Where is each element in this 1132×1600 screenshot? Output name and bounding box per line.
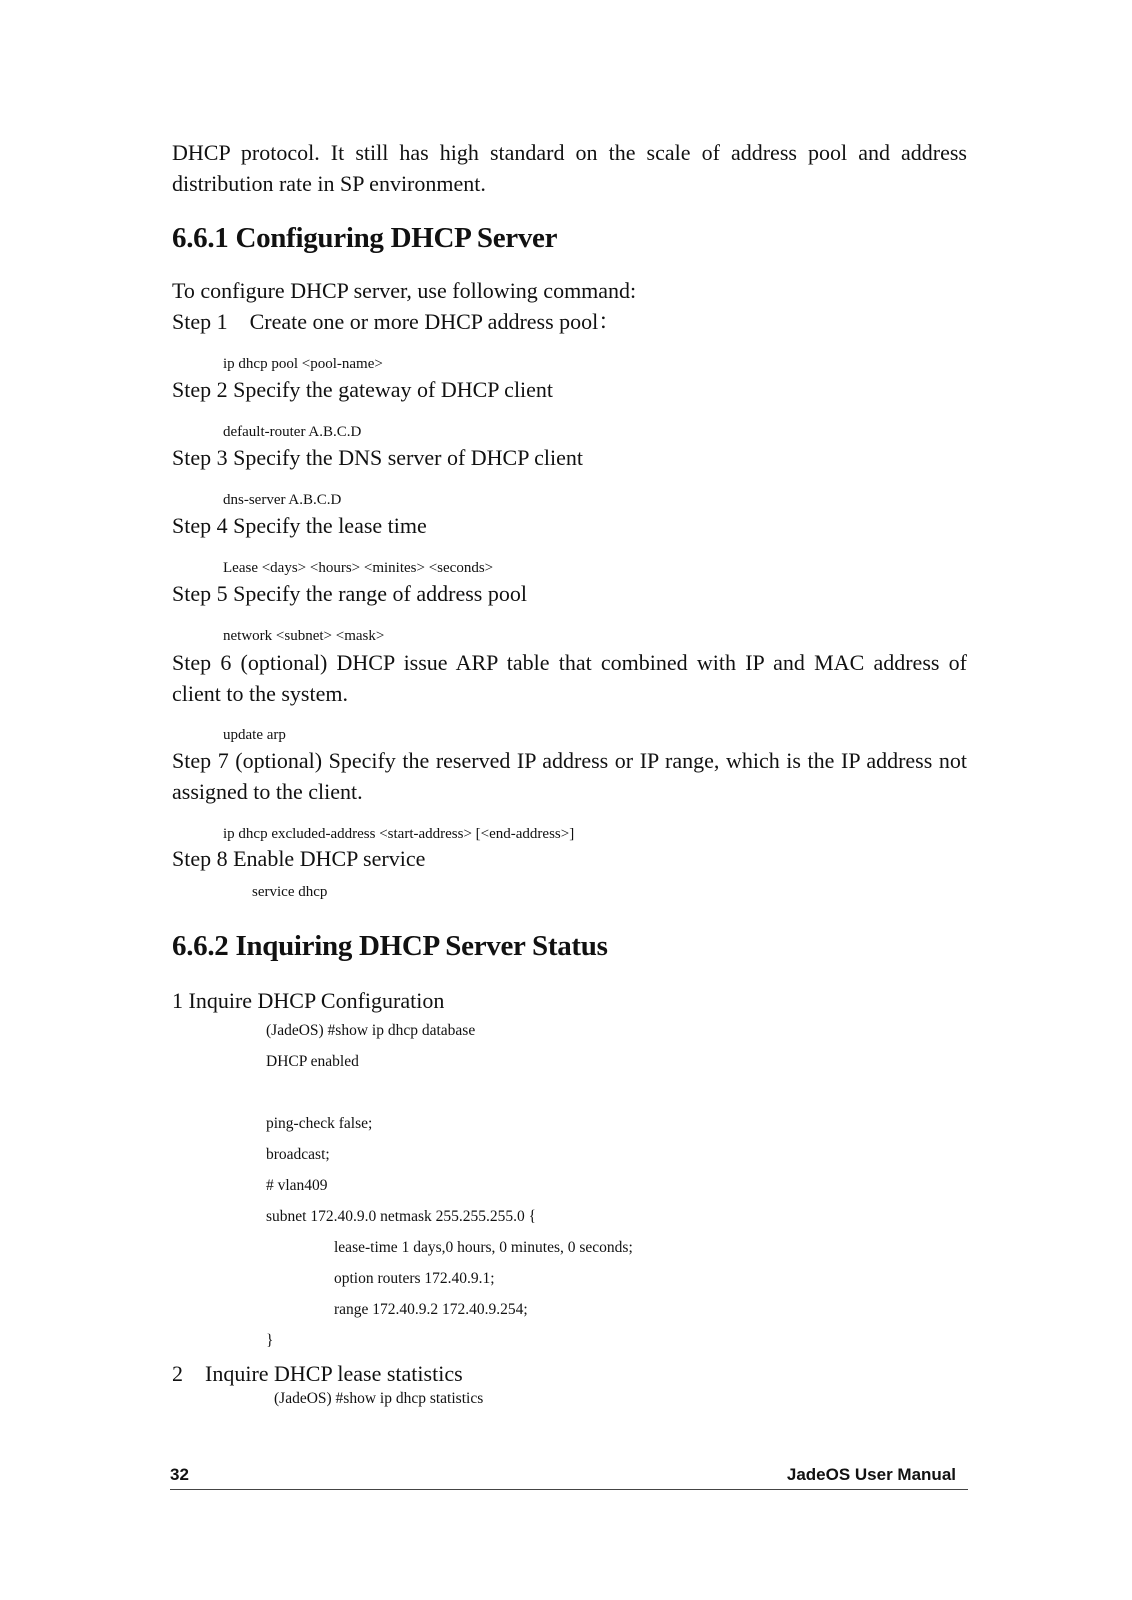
code-line: lease-time 1 days,0 hours, 0 minutes, 0 seconds;	[334, 1239, 633, 1256]
step-6-command: update arp	[223, 727, 286, 743]
intro-paragraph: DHCP protocol. It still has high standard on the scale of address pool and address distribution rate in SP environment.	[172, 140, 967, 196]
footer-title: JadeOS User Manual	[786, 1465, 956, 1484]
step-2-command: default-router A.B.C.D	[223, 424, 362, 440]
step-7-command: ip dhcp excluded-address <start-address> [<end-address>]	[223, 826, 575, 842]
step-5-command: network <subnet> <mask>	[223, 628, 385, 644]
step-7-text: Step 7 (optional) Specify the reserved IP address or IP range, which is the IP address not assigned to the client.	[172, 748, 967, 804]
section-heading-configuring-dhcp-server: 6.6.1 Configuring DHCP Server	[172, 222, 558, 254]
code-line-blank	[266, 1077, 866, 1108]
step-5-text: Step 5 Specify the range of address pool	[172, 581, 527, 606]
step-3-command: dns-server A.B.C.D	[223, 492, 342, 508]
section-lead-text: To configure DHCP server, use following command:	[172, 278, 637, 303]
code-line: subnet 172.40.9.0 netmask 255.255.255.0 {	[266, 1208, 537, 1225]
step-2-text: Step 2 Specify the gateway of DHCP client	[172, 377, 554, 402]
step-8-command: service dhcp	[252, 884, 328, 900]
page-footer	[170, 1465, 968, 1490]
section-heading-inquiring-dhcp-server-status: 6.6.2 Inquiring DHCP Server Status	[172, 930, 608, 962]
step-4-text: Step 4 Specify the lease time	[172, 513, 427, 538]
inquire-config-title: 1 Inquire DHCP Configuration	[172, 988, 445, 1013]
step-6-text: Step 6 (optional) DHCP issue ARP table that combined with IP and MAC address of client to the system.	[172, 650, 967, 706]
code-line: broadcast;	[266, 1146, 330, 1163]
code-line: (JadeOS) #show ip dhcp database	[266, 1022, 476, 1039]
step-3-text: Step 3 Specify the DNS server of DHCP client	[172, 445, 584, 470]
dhcp-database-output	[266, 1015, 866, 1356]
step-8-text: Step 8 Enable DHCP service	[172, 846, 426, 871]
step-1-command: ip dhcp pool <pool-name>	[223, 356, 383, 372]
lease-statistics-command: (JadeOS) #show ip dhcp statistics	[274, 1390, 484, 1407]
inquire-lease-statistics-title: 2 Inquire DHCP lease statistics	[172, 1361, 463, 1386]
code-line: ping-check false;	[266, 1115, 373, 1132]
code-line: range 172.40.9.2 172.40.9.254;	[334, 1301, 528, 1318]
code-line: DHCP enabled	[266, 1053, 359, 1070]
code-line: # vlan409	[266, 1177, 328, 1194]
code-line: option routers 172.40.9.1;	[334, 1270, 495, 1287]
step-1-text: Step 1 Create one or more DHCP address pool：	[172, 309, 621, 334]
page-number: 32	[170, 1465, 189, 1484]
code-line: }	[266, 1332, 274, 1349]
step-4-command: Lease <days> <hours> <minites> <seconds>	[223, 560, 494, 576]
